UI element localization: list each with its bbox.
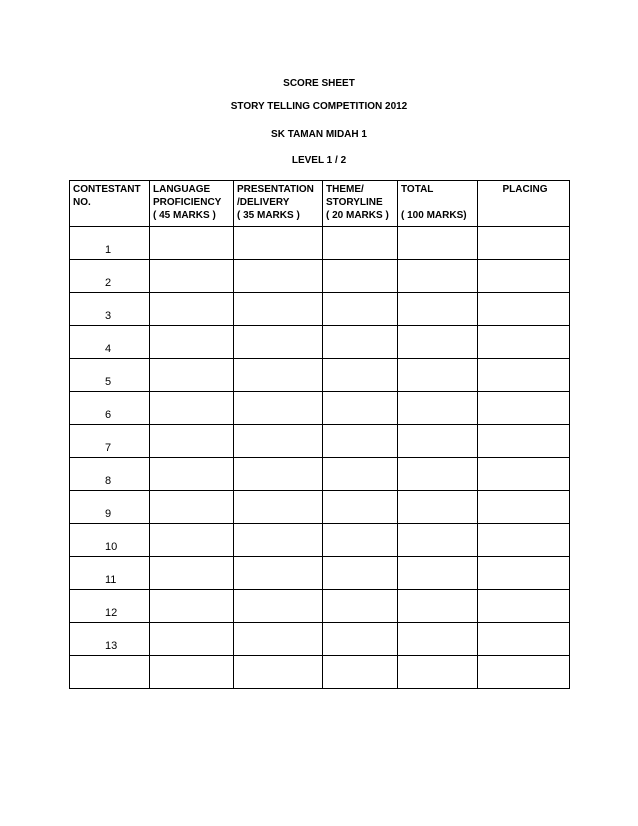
contestant-number-cell: 7 bbox=[70, 425, 150, 458]
placing-cell[interactable] bbox=[478, 359, 570, 392]
contestant-number-cell: 1 bbox=[70, 227, 150, 260]
placing-cell[interactable] bbox=[478, 227, 570, 260]
presentation-score-cell[interactable] bbox=[234, 557, 323, 590]
contestant-number-cell: 6 bbox=[70, 392, 150, 425]
total-score-cell[interactable] bbox=[398, 293, 478, 326]
table-row bbox=[70, 557, 570, 590]
header-contestant-no bbox=[70, 181, 150, 227]
presentation-score-cell[interactable] bbox=[234, 524, 323, 557]
theme-score-cell[interactable] bbox=[323, 326, 398, 359]
total-score-cell[interactable] bbox=[398, 491, 478, 524]
language-score-cell[interactable] bbox=[150, 326, 234, 359]
theme-score-cell[interactable] bbox=[323, 227, 398, 260]
language-score-cell[interactable] bbox=[150, 293, 234, 326]
placing-cell[interactable] bbox=[478, 590, 570, 623]
theme-score-cell[interactable] bbox=[323, 656, 398, 689]
total-score-cell[interactable] bbox=[398, 425, 478, 458]
theme-score-cell[interactable] bbox=[323, 623, 398, 656]
presentation-score-cell[interactable] bbox=[234, 392, 323, 425]
theme-score-cell[interactable] bbox=[323, 590, 398, 623]
table-row bbox=[70, 326, 570, 359]
presentation-score-cell[interactable] bbox=[234, 293, 323, 326]
language-score-cell[interactable] bbox=[150, 458, 234, 491]
language-score-cell[interactable] bbox=[150, 656, 234, 689]
header-line: CONTESTANT bbox=[73, 184, 141, 195]
total-score-cell[interactable] bbox=[398, 524, 478, 557]
table-row bbox=[70, 656, 570, 689]
placing-cell[interactable] bbox=[478, 293, 570, 326]
total-score-cell[interactable] bbox=[398, 392, 478, 425]
contestant-number-cell: 9 bbox=[70, 491, 150, 524]
header-placing bbox=[478, 181, 570, 227]
contestant-number-cell: 10 bbox=[70, 524, 150, 557]
presentation-score-cell[interactable] bbox=[234, 227, 323, 260]
school-name: SK TAMAN MIDAH 1 bbox=[271, 129, 367, 140]
header-line: TOTAL bbox=[401, 184, 434, 195]
language-score-cell[interactable] bbox=[150, 227, 234, 260]
placing-cell[interactable] bbox=[478, 392, 570, 425]
contestant-number-cell: 4 bbox=[70, 326, 150, 359]
contestant-number-cell bbox=[70, 656, 150, 689]
presentation-score-cell[interactable] bbox=[234, 590, 323, 623]
header-theme-storyline bbox=[323, 181, 398, 227]
table-row bbox=[70, 392, 570, 425]
presentation-score-cell[interactable] bbox=[234, 458, 323, 491]
language-score-cell[interactable] bbox=[150, 359, 234, 392]
sheet-title: SCORE SHEET bbox=[283, 78, 355, 89]
placing-cell[interactable] bbox=[478, 458, 570, 491]
total-score-cell[interactable] bbox=[398, 656, 478, 689]
theme-score-cell[interactable] bbox=[323, 359, 398, 392]
level-label: LEVEL 1 / 2 bbox=[291, 155, 347, 166]
header-row bbox=[70, 181, 570, 227]
header-line: STORYLINE bbox=[326, 197, 383, 208]
placing-cell[interactable] bbox=[478, 260, 570, 293]
theme-score-cell[interactable] bbox=[323, 260, 398, 293]
contestant-number-cell: 11 bbox=[70, 557, 150, 590]
table-row bbox=[70, 359, 570, 392]
contestant-number-cell: 13 bbox=[70, 623, 150, 656]
contestant-number-cell: 5 bbox=[70, 359, 150, 392]
header-line bbox=[401, 196, 477, 209]
table-row bbox=[70, 260, 570, 293]
language-score-cell[interactable] bbox=[150, 557, 234, 590]
total-score-cell[interactable] bbox=[398, 326, 478, 359]
presentation-score-cell[interactable] bbox=[234, 326, 323, 359]
header-line: ( 35 MARKS ) bbox=[237, 210, 300, 221]
contestant-number-cell: 12 bbox=[70, 590, 150, 623]
event-name: STORY TELLING COMPETITION 2012 bbox=[230, 101, 408, 112]
total-score-cell[interactable] bbox=[398, 227, 478, 260]
theme-score-cell[interactable] bbox=[323, 557, 398, 590]
language-score-cell[interactable] bbox=[150, 260, 234, 293]
header-line: /DELIVERY bbox=[237, 197, 290, 208]
language-score-cell[interactable] bbox=[150, 524, 234, 557]
header-line: THEME/ bbox=[326, 184, 364, 195]
table-row bbox=[70, 227, 570, 260]
header-language-proficiency bbox=[150, 181, 234, 227]
header-total bbox=[398, 181, 478, 227]
total-score-cell[interactable] bbox=[398, 557, 478, 590]
table-row bbox=[70, 590, 570, 623]
theme-score-cell[interactable] bbox=[323, 491, 398, 524]
theme-score-cell[interactable] bbox=[323, 293, 398, 326]
language-score-cell[interactable] bbox=[150, 590, 234, 623]
header-line: PROFICIENCY bbox=[153, 197, 222, 208]
total-score-cell[interactable] bbox=[398, 590, 478, 623]
contestant-number-cell: 3 bbox=[70, 293, 150, 326]
placing-cell[interactable] bbox=[478, 326, 570, 359]
presentation-score-cell[interactable] bbox=[234, 260, 323, 293]
table-row bbox=[70, 623, 570, 656]
table-row bbox=[70, 425, 570, 458]
header-line: PLACING bbox=[502, 184, 548, 195]
table-row bbox=[70, 491, 570, 524]
total-score-cell[interactable] bbox=[398, 359, 478, 392]
placing-cell[interactable] bbox=[478, 557, 570, 590]
presentation-score-cell[interactable] bbox=[234, 425, 323, 458]
theme-score-cell[interactable] bbox=[323, 425, 398, 458]
presentation-score-cell[interactable] bbox=[234, 359, 323, 392]
header-line: ( 45 MARKS ) bbox=[153, 210, 216, 221]
placing-cell[interactable] bbox=[478, 491, 570, 524]
header-line: PRESENTATION bbox=[237, 184, 314, 195]
presentation-score-cell[interactable] bbox=[234, 623, 323, 656]
theme-score-cell[interactable] bbox=[323, 458, 398, 491]
contestant-number-cell: 2 bbox=[70, 260, 150, 293]
language-score-cell[interactable] bbox=[150, 392, 234, 425]
header-line: ( 100 MARKS) bbox=[401, 210, 467, 221]
header-presentation-delivery bbox=[234, 181, 323, 227]
header-line: ( 20 MARKS ) bbox=[326, 210, 389, 221]
theme-score-cell[interactable] bbox=[323, 524, 398, 557]
contestant-number-cell: 8 bbox=[70, 458, 150, 491]
presentation-score-cell[interactable] bbox=[234, 491, 323, 524]
placing-cell[interactable] bbox=[478, 623, 570, 656]
theme-score-cell[interactable] bbox=[323, 392, 398, 425]
header-line: LANGUAGE bbox=[153, 184, 211, 195]
score-table bbox=[69, 180, 570, 689]
total-score-cell[interactable] bbox=[398, 458, 478, 491]
table-row bbox=[70, 293, 570, 326]
table-row bbox=[70, 524, 570, 557]
language-score-cell[interactable] bbox=[150, 623, 234, 656]
language-score-cell[interactable] bbox=[150, 425, 234, 458]
header-line: NO. bbox=[73, 197, 91, 208]
placing-cell[interactable] bbox=[478, 524, 570, 557]
table-row bbox=[70, 458, 570, 491]
score-table-body bbox=[70, 227, 570, 689]
total-score-cell[interactable] bbox=[398, 623, 478, 656]
placing-cell[interactable] bbox=[478, 656, 570, 689]
total-score-cell[interactable] bbox=[398, 260, 478, 293]
presentation-score-cell[interactable] bbox=[234, 656, 323, 689]
language-score-cell[interactable] bbox=[150, 491, 234, 524]
placing-cell[interactable] bbox=[478, 425, 570, 458]
